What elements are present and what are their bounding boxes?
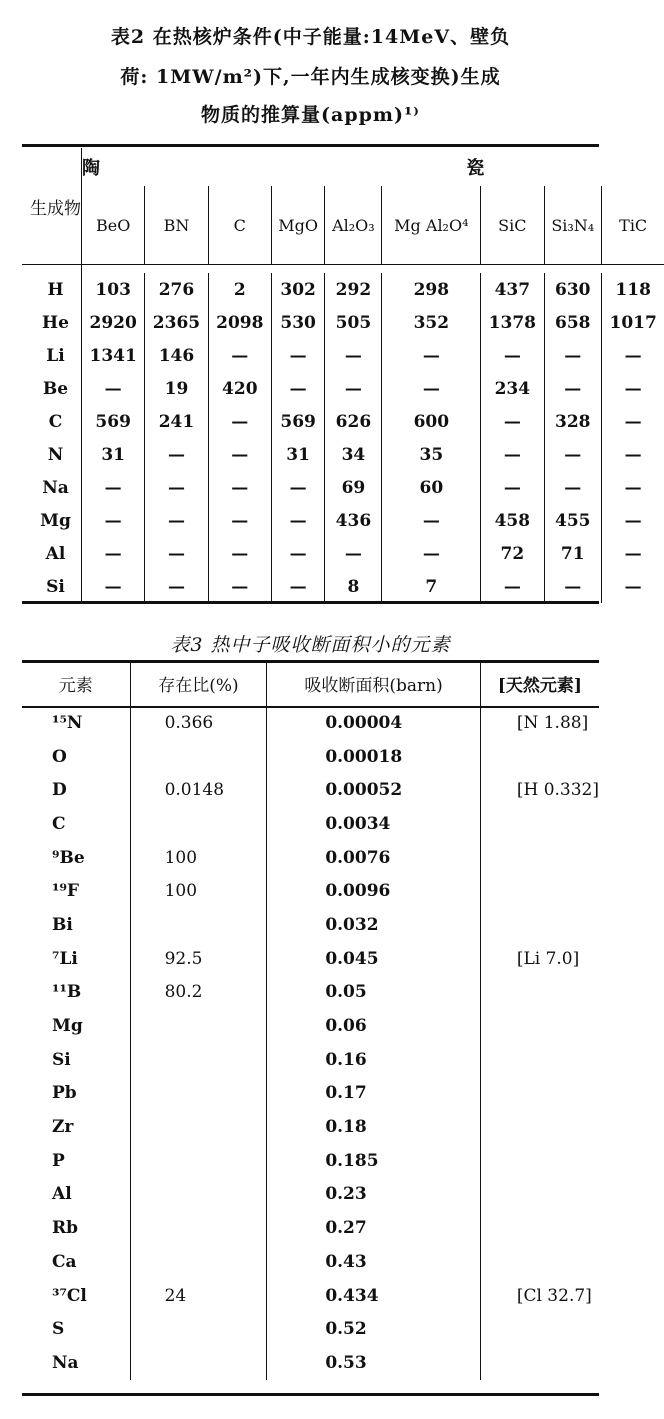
- table2-cell: 569: [82, 405, 145, 438]
- table2-cell: 8: [325, 570, 382, 603]
- table3-row: [22, 942, 599, 976]
- table2-cell: 234: [481, 372, 544, 405]
- table3-cell-abundance: [130, 1346, 267, 1380]
- table2-cell: 276: [145, 273, 208, 306]
- table3-cell-natural: [480, 1312, 599, 1346]
- table2-cell: —: [544, 471, 602, 504]
- table3-cell-natural: [480, 1211, 599, 1245]
- table2-cell: 352: [382, 306, 481, 339]
- table2-cell: —: [481, 471, 544, 504]
- table2-cell: —: [602, 405, 664, 438]
- table3-cell-natural: [480, 1178, 599, 1212]
- table3-cell-element: Si: [52, 1049, 71, 1070]
- table3-cell-natural: [480, 1110, 599, 1144]
- table2-cell: 71: [544, 537, 602, 570]
- table2-cell: 31: [82, 438, 145, 471]
- table3-cell-cross-section: 0.00052: [267, 773, 481, 807]
- table2-cell: 72: [481, 537, 544, 570]
- table3-cell-element: ¹⁹F: [52, 881, 79, 902]
- table2-row-element: Al: [45, 543, 66, 564]
- table2-column-header: MgO: [271, 186, 324, 265]
- table2-cell: —: [82, 570, 145, 603]
- table3-cell-element: Bi: [52, 914, 73, 935]
- table2-row-element: H: [47, 279, 64, 300]
- table2-cell: 569: [271, 405, 324, 438]
- table3-row: [22, 1144, 599, 1178]
- table2-cell: —: [208, 504, 271, 537]
- table2-cell: 1341: [82, 339, 145, 372]
- table3-cell-cross-section: 0.00004: [267, 706, 481, 740]
- table3-row: [22, 1178, 599, 1212]
- table3-cell-abundance: [130, 1110, 267, 1144]
- table2-cell: 69: [325, 471, 382, 504]
- table2-column-header: Al₂O₃: [325, 186, 382, 265]
- table3-cell-abundance: [130, 1178, 267, 1212]
- table3-cell-natural: [480, 976, 599, 1010]
- table2-cell: —: [544, 438, 602, 471]
- table3-cell-natural: [480, 841, 599, 875]
- table3-cell-abundance: 100: [130, 841, 267, 875]
- table3-cell-element: ⁹Be: [52, 847, 85, 868]
- table2-cell: —: [382, 339, 481, 372]
- table3-cell-element: S: [52, 1319, 65, 1340]
- table2-row-element: Si: [46, 576, 65, 597]
- table2-row: [22, 537, 664, 570]
- table2-cell: —: [271, 504, 324, 537]
- table3-column-header: [天然元素]: [480, 660, 599, 706]
- table3-cell-abundance: 80.2: [130, 976, 267, 1010]
- table2-cell: —: [208, 339, 271, 372]
- table2-cell: 436: [325, 504, 382, 537]
- table2-cell: —: [382, 537, 481, 570]
- table2-cell: —: [602, 504, 664, 537]
- table2-cell: 600: [382, 405, 481, 438]
- table2-cell: 60: [382, 471, 481, 504]
- table2-row: [22, 339, 664, 372]
- table3-row: [22, 976, 599, 1010]
- table2-column-header: SiC: [481, 186, 544, 265]
- table2-cell: —: [208, 570, 271, 603]
- table3-row: [22, 1211, 599, 1245]
- table2-cell: 2: [208, 273, 271, 306]
- table2-cell: 530: [271, 306, 324, 339]
- table3-row: [22, 1043, 599, 1077]
- table3-row: [22, 1245, 599, 1279]
- table2-cell: 1017: [602, 306, 664, 339]
- table3-cell-element: O: [52, 746, 67, 767]
- table2-cell: 658: [544, 306, 602, 339]
- table3-cell-element: D: [52, 780, 67, 801]
- table2-cell: 31: [271, 438, 324, 471]
- table3-cell-abundance: 100: [130, 874, 267, 908]
- table2-cell: 420: [208, 372, 271, 405]
- table2-caption-line1: 表2 在热核炉条件(中子能量:14MeV、壁负: [110, 26, 511, 48]
- table2-row: [22, 405, 664, 438]
- table2-cell: —: [208, 438, 271, 471]
- table2-column-header: BN: [145, 186, 208, 265]
- table3-cell-cross-section: 0.27: [267, 1211, 481, 1245]
- table2-cell: —: [208, 405, 271, 438]
- table3-cell-abundance: [130, 1245, 267, 1279]
- table3-row: [22, 1110, 599, 1144]
- table2-cell: 2920: [82, 306, 145, 339]
- table3-cell-cross-section: 0.032: [267, 908, 481, 942]
- table2-cell: —: [481, 405, 544, 438]
- table3-cell-element: Pb: [52, 1083, 77, 1104]
- table3-row: [22, 740, 599, 774]
- table2-row: [22, 471, 664, 504]
- table3-cell-natural: [480, 1346, 599, 1380]
- table2-row-element: Na: [42, 477, 69, 498]
- table3-cell-abundance: [130, 908, 267, 942]
- table3-cell-cross-section: 0.16: [267, 1043, 481, 1077]
- table2-cell: 298: [382, 273, 481, 306]
- table3-cell-cross-section: 0.17: [267, 1077, 481, 1111]
- table3-row: [22, 706, 599, 740]
- table3-column-header: 元素: [58, 675, 93, 696]
- table2-cell: —: [271, 372, 324, 405]
- table3-row: [22, 807, 599, 841]
- table3-cell-cross-section: 0.045: [267, 942, 481, 976]
- table3-cell-natural: [480, 1043, 599, 1077]
- table3-cell-cross-section: 0.434: [267, 1279, 481, 1313]
- table3-cell-natural: [480, 1245, 599, 1279]
- table3-cell-cross-section: 0.185: [267, 1144, 481, 1178]
- table3-row: [22, 1077, 599, 1111]
- table2-cell: —: [481, 339, 544, 372]
- table2-cell: 103: [82, 273, 145, 306]
- table2-cell: —: [208, 471, 271, 504]
- table2-cell: —: [145, 438, 208, 471]
- table3-column-header: 吸收断面积(barn): [267, 660, 481, 706]
- table3-cell-abundance: [130, 1077, 267, 1111]
- table2-column-header: BeO: [82, 186, 145, 265]
- table2-top-rule: [22, 144, 599, 147]
- table3-cell-element: Al: [52, 1184, 72, 1205]
- table3-row: [22, 841, 599, 875]
- table3: [22, 660, 599, 1380]
- table2-column-header: TiC: [602, 186, 664, 265]
- table3-cell-natural: [480, 1009, 599, 1043]
- table3-cell-element: P: [52, 1150, 65, 1171]
- table3-row: [22, 1312, 599, 1346]
- table2-cell: 2365: [145, 306, 208, 339]
- table2-cell: 455: [544, 504, 602, 537]
- table3-cell-element: ⁷Li: [52, 948, 78, 969]
- table2-cell: —: [325, 372, 382, 405]
- table3-row: [22, 874, 599, 908]
- table2-row: [22, 438, 664, 471]
- table2-cell: —: [544, 339, 602, 372]
- table2-cell: 302: [271, 273, 324, 306]
- table2-cell: —: [271, 570, 324, 603]
- table2-cell: 630: [544, 273, 602, 306]
- table2-row-element: Mg: [40, 510, 71, 531]
- table2-row-element: He: [42, 312, 69, 333]
- table2-caption-line3: 物质的推算量(appm)¹⁾: [201, 104, 420, 126]
- table2-cell: —: [481, 570, 544, 603]
- table3-cell-element: Mg: [52, 1016, 83, 1037]
- table3-cell-element: ³⁷Cl: [52, 1285, 87, 1306]
- table2-cell: —: [82, 372, 145, 405]
- table3-row: [22, 1279, 599, 1313]
- table3-row: [22, 908, 599, 942]
- table3-cell-cross-section: 0.18: [267, 1110, 481, 1144]
- table3-cell-element: C: [52, 813, 66, 834]
- table2-cell: —: [82, 537, 145, 570]
- table2-caption-line2: 荷: 1MW/m²)下,一年内生成核变换)生成: [120, 66, 501, 88]
- table2-cell: —: [602, 471, 664, 504]
- table3-cell-element: ¹¹B: [52, 982, 82, 1003]
- table2-cell: —: [145, 471, 208, 504]
- table2-row-element: N: [47, 444, 64, 465]
- table2-row: [22, 504, 664, 537]
- table2-cell: —: [602, 372, 664, 405]
- table2-cell: 437: [481, 273, 544, 306]
- table3-cell-cross-section: 0.0034: [267, 807, 481, 841]
- table3-cell-abundance: [130, 1144, 267, 1178]
- table2-cell: —: [145, 537, 208, 570]
- table2-row-element: C: [48, 411, 63, 432]
- table2-cell: 19: [145, 372, 208, 405]
- table2-cell: —: [544, 570, 602, 603]
- table3-cell-natural: [H 0.332]: [480, 773, 599, 807]
- table3-cell-abundance: 0.366: [130, 706, 267, 740]
- table3-cell-natural: [480, 1144, 599, 1178]
- table2-cell: 7: [382, 570, 481, 603]
- table2-cell: —: [602, 537, 664, 570]
- table2-cell: 118: [602, 273, 664, 306]
- table2-cell: —: [145, 570, 208, 603]
- table2: [22, 148, 664, 603]
- table3-cell-cross-section: 0.06: [267, 1009, 481, 1043]
- table2-cell: —: [325, 537, 382, 570]
- table3-row: [22, 1346, 599, 1380]
- table3-cell-abundance: [130, 1312, 267, 1346]
- table3-cell-abundance: [130, 1211, 267, 1245]
- table2-cell: —: [544, 372, 602, 405]
- table3-row: [22, 1009, 599, 1043]
- table2-row: [22, 306, 664, 339]
- table3-cell-natural: [Li 7.0]: [480, 942, 599, 976]
- table2-cell: —: [602, 339, 664, 372]
- table2-cell: 241: [145, 405, 208, 438]
- table2-cell: —: [145, 504, 208, 537]
- table2-cell: —: [481, 438, 544, 471]
- table2-cell: 35: [382, 438, 481, 471]
- table3-cell-cross-section: 0.43: [267, 1245, 481, 1279]
- table3-cell-abundance: [130, 740, 267, 774]
- table2-row: [22, 372, 664, 405]
- table3-cell-abundance: [130, 807, 267, 841]
- table3-caption: 表3 热中子吸收断面积小的元素: [170, 634, 451, 656]
- table2-row-element: Be: [42, 378, 69, 399]
- table3-column-header: 存在比(%): [130, 660, 267, 706]
- table2-cell: 146: [145, 339, 208, 372]
- table2-row: [22, 570, 664, 603]
- table3-cell-abundance: 0.0148: [130, 773, 267, 807]
- table3-cell-cross-section: 0.53: [267, 1346, 481, 1380]
- table3-cell-cross-section: 0.05: [267, 976, 481, 1010]
- table2-row: [22, 273, 664, 306]
- table3-cell-natural: [480, 740, 599, 774]
- table3-cell-abundance: 92.5: [130, 942, 267, 976]
- table2-cell: —: [82, 471, 145, 504]
- table2-cell: 34: [325, 438, 382, 471]
- table2-cell: —: [602, 570, 664, 603]
- table3-cell-natural: [480, 1077, 599, 1111]
- table2-cell: 292: [325, 273, 382, 306]
- table2-column-header: Mg Al₂O⁴: [382, 186, 481, 265]
- table3-cell-natural: [480, 807, 599, 841]
- table3-cell-element: Ca: [52, 1251, 77, 1272]
- table2-cell: —: [271, 471, 324, 504]
- table3-cell-element: ¹⁵N: [52, 712, 83, 733]
- table3-cell-cross-section: 0.0076: [267, 841, 481, 875]
- table2-row-header-label: 生成物: [30, 198, 81, 219]
- table3-cell-abundance: [130, 1043, 267, 1077]
- table2-cell: —: [602, 438, 664, 471]
- table2-column-header: Si₃N₄: [544, 186, 602, 265]
- table2-cell: 505: [325, 306, 382, 339]
- table3-cell-cross-section: 0.52: [267, 1312, 481, 1346]
- table2-cell: —: [325, 339, 382, 372]
- table3-row: [22, 773, 599, 807]
- table2-column-header: C: [208, 186, 271, 265]
- table3-cell-natural: [N 1.88]: [480, 706, 599, 740]
- table3-cell-natural: [Cl 32.7]: [480, 1279, 599, 1313]
- table3-cell-abundance: 24: [130, 1279, 267, 1313]
- table3-cell-element: Zr: [52, 1117, 74, 1138]
- table2-cell: —: [82, 504, 145, 537]
- table3-cell-cross-section: 0.23: [267, 1178, 481, 1212]
- table2-cell: —: [271, 339, 324, 372]
- table2-row-element: Li: [46, 345, 65, 366]
- table3-bottom-rule: [22, 1393, 599, 1396]
- table2-group-header: 陶 瓷: [82, 148, 664, 186]
- table2-cell: —: [208, 537, 271, 570]
- table2-cell: —: [382, 504, 481, 537]
- table2-cell: 2098: [208, 306, 271, 339]
- table3-cell-natural: [480, 908, 599, 942]
- table3-cell-natural: [480, 874, 599, 908]
- table2-cell: —: [271, 537, 324, 570]
- table3-cell-cross-section: 0.00018: [267, 740, 481, 774]
- table3-cell-cross-section: 0.0096: [267, 874, 481, 908]
- table2-cell: —: [382, 372, 481, 405]
- table2-cell: 1378: [481, 306, 544, 339]
- table2-cell: 626: [325, 405, 382, 438]
- table3-cell-element: Na: [52, 1352, 79, 1373]
- table3-cell-abundance: [130, 1009, 267, 1043]
- table2-cell: 328: [544, 405, 602, 438]
- table3-cell-element: Rb: [52, 1218, 79, 1239]
- table2-cell: 458: [481, 504, 544, 537]
